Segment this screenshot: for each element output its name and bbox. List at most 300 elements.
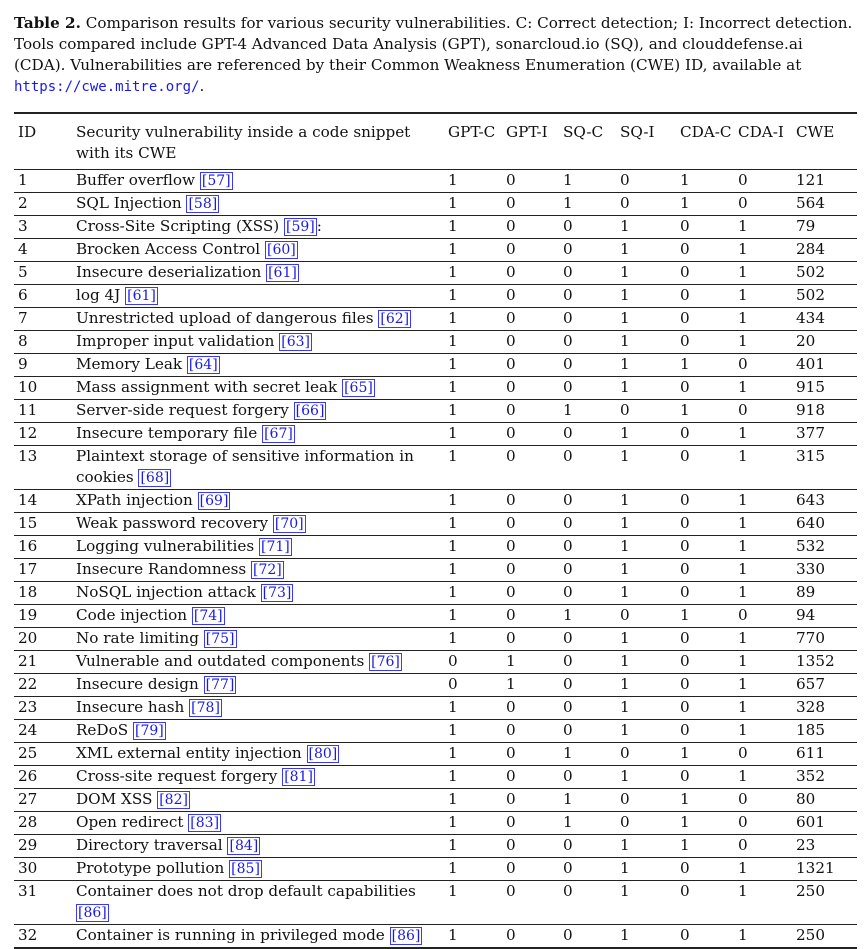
row-id: 10 xyxy=(18,378,38,396)
row-vulnerability xyxy=(74,835,446,858)
cell-gpt-i: 0 xyxy=(506,583,516,601)
cell-sq-i: 1 xyxy=(620,859,630,877)
row-vulnerability xyxy=(74,766,446,789)
cell-sq-c: 0 xyxy=(563,560,573,578)
cell-cwe: 564 xyxy=(796,194,825,212)
cell-cwe: 94 xyxy=(796,606,816,624)
cell-gpt-i: 0 xyxy=(506,537,516,555)
cell-gpt-c: 1 xyxy=(448,790,458,808)
cell-cda-i: 1 xyxy=(738,652,748,670)
cell-cda-c: 0 xyxy=(680,491,690,509)
cell-sq-c: 0 xyxy=(563,926,573,944)
citation-link[interactable]: [57] xyxy=(201,173,231,189)
row-vulnerability xyxy=(74,697,446,720)
header-sq-c: SQ-C xyxy=(563,123,604,141)
cell-sq-c: 1 xyxy=(563,171,573,189)
vulnerability-name: Prototype pollution xyxy=(76,859,225,877)
cell-cwe: 185 xyxy=(796,721,825,739)
cell-gpt-c: 1 xyxy=(448,514,458,532)
cell-sq-c: 0 xyxy=(563,767,573,785)
vulnerability-name: Open redirect xyxy=(76,813,184,831)
cell-cda-i: 0 xyxy=(738,790,748,808)
row-vulnerability xyxy=(74,628,446,651)
table-row xyxy=(14,559,857,582)
table-row xyxy=(14,193,857,216)
row-id: 7 xyxy=(18,309,28,327)
citation-link[interactable]: [86] xyxy=(78,905,107,921)
cell-gpt-i: 0 xyxy=(506,355,516,373)
cell-cwe: 250 xyxy=(796,926,825,944)
vulnerability-name: Insecure temporary file xyxy=(76,424,258,442)
table-caption xyxy=(14,13,854,98)
vulnerability-name: Cross-site request forgery xyxy=(76,767,278,785)
row-vulnerability xyxy=(74,216,446,239)
cell-cda-i: 1 xyxy=(738,309,748,327)
cell-cda-c: 0 xyxy=(680,309,690,327)
cell-cwe: 250 xyxy=(796,882,825,900)
citation-link[interactable]: [65] xyxy=(344,380,373,396)
cell-cda-i: 1 xyxy=(738,882,748,900)
cell-cda-c: 0 xyxy=(680,263,690,281)
cell-gpt-i: 0 xyxy=(506,332,516,350)
cell-gpt-c: 1 xyxy=(448,491,458,509)
cell-cda-i: 1 xyxy=(738,424,748,442)
cell-sq-i: 1 xyxy=(620,378,630,396)
cell-cda-i: 1 xyxy=(738,240,748,258)
row-vulnerability xyxy=(74,446,446,490)
citation-link[interactable]: [83] xyxy=(190,815,220,831)
cell-sq-c: 0 xyxy=(563,859,573,877)
cell-sq-i: 1 xyxy=(620,583,630,601)
cell-cwe: 79 xyxy=(796,217,816,235)
cell-sq-i: 1 xyxy=(620,882,630,900)
cell-gpt-i: 0 xyxy=(506,882,516,900)
row-id: 12 xyxy=(18,424,38,442)
table-row xyxy=(14,377,857,400)
cell-gpt-c: 1 xyxy=(448,355,458,373)
cell-gpt-i: 0 xyxy=(506,698,516,716)
cell-cda-i: 1 xyxy=(738,629,748,647)
cell-cda-i: 1 xyxy=(738,447,748,465)
cell-gpt-c: 1 xyxy=(448,859,458,877)
cell-sq-i: 1 xyxy=(620,652,630,670)
vulnerability-name: Brocken Access Control xyxy=(76,240,261,258)
cell-gpt-i: 0 xyxy=(506,447,516,465)
cell-sq-i: 1 xyxy=(620,491,630,509)
caption-end: . xyxy=(199,77,205,95)
row-vulnerability xyxy=(74,674,446,697)
row-id: 28 xyxy=(18,813,38,831)
cell-gpt-i: 0 xyxy=(506,240,516,258)
row-id: 23 xyxy=(18,698,38,716)
row-vulnerability xyxy=(74,331,446,354)
cell-cda-c: 0 xyxy=(680,514,690,532)
cwe-link[interactable]: https://cwe.mitre.org/ xyxy=(14,79,200,95)
row-vulnerability xyxy=(74,858,446,881)
row-vulnerability xyxy=(74,559,446,582)
row-vulnerability xyxy=(74,400,446,423)
cell-cwe: 611 xyxy=(796,744,825,762)
cell-cwe: 328 xyxy=(796,698,825,716)
cell-gpt-i: 0 xyxy=(506,309,516,327)
cell-cwe: 330 xyxy=(796,560,825,578)
cell-sq-i: 0 xyxy=(620,401,630,419)
cell-sq-c: 0 xyxy=(563,629,573,647)
row-vulnerability xyxy=(74,925,446,949)
row-id: 22 xyxy=(18,675,38,693)
cell-gpt-i: 0 xyxy=(506,721,516,739)
citation-link[interactable]: [71] xyxy=(261,539,290,555)
table-row xyxy=(14,628,857,651)
row-id: 18 xyxy=(18,583,38,601)
vulnerability-name: Container is running in privileged mode xyxy=(76,926,385,944)
table-row xyxy=(14,400,857,423)
row-vulnerability xyxy=(74,605,446,628)
row-vulnerability xyxy=(74,423,446,446)
vulnerability-name: SQL Injection xyxy=(76,194,182,212)
citation-link[interactable]: [60] xyxy=(267,242,296,258)
row-id: 15 xyxy=(18,514,38,532)
cell-sq-i: 1 xyxy=(620,629,630,647)
cell-cda-i: 1 xyxy=(738,514,748,532)
table-row xyxy=(14,743,857,766)
citation-link[interactable]: [86] xyxy=(391,928,421,944)
citation-link[interactable]: [61] xyxy=(127,288,156,304)
cell-cda-c: 0 xyxy=(680,767,690,785)
cell-sq-i: 1 xyxy=(620,355,630,373)
vulnerability-name: Insecure design xyxy=(76,675,199,693)
cell-cda-c: 1 xyxy=(680,813,690,831)
vulnerability-name: Memory Leak xyxy=(76,355,183,373)
cell-gpt-c: 1 xyxy=(448,813,458,831)
cell-gpt-c: 1 xyxy=(448,309,458,327)
row-id: 16 xyxy=(18,537,38,555)
cell-sq-c: 1 xyxy=(563,813,573,831)
cell-gpt-c: 1 xyxy=(448,698,458,716)
table-row xyxy=(14,766,857,789)
cell-gpt-c: 1 xyxy=(448,926,458,944)
cell-gpt-i: 0 xyxy=(506,514,516,532)
row-id: 3 xyxy=(18,217,28,235)
cell-cwe: 643 xyxy=(796,491,825,509)
row-vulnerability xyxy=(74,743,446,766)
table-row xyxy=(14,651,857,674)
table-row xyxy=(14,835,857,858)
row-id: 29 xyxy=(18,836,38,854)
cell-gpt-i: 0 xyxy=(506,836,516,854)
cell-cwe: 915 xyxy=(796,378,825,396)
cell-cwe: 1321 xyxy=(796,859,835,877)
cell-cda-i: 1 xyxy=(738,286,748,304)
table-row xyxy=(14,812,857,835)
cell-cda-i: 1 xyxy=(738,491,748,509)
vulnerability-name: log 4J xyxy=(76,286,121,304)
row-id: 2 xyxy=(18,194,28,212)
cell-cwe: 352 xyxy=(796,767,825,785)
citation-link[interactable]: [58] xyxy=(188,196,218,212)
cell-gpt-c: 1 xyxy=(448,560,458,578)
cell-sq-c: 0 xyxy=(563,240,573,258)
vulnerability-name: Container does not drop default capabilities xyxy=(76,882,416,900)
row-vulnerability xyxy=(74,377,446,400)
table-row xyxy=(14,881,857,925)
cell-sq-i: 0 xyxy=(620,813,630,831)
citation-link[interactable]: [85] xyxy=(231,861,260,877)
cell-cda-c: 0 xyxy=(680,240,690,258)
cell-cda-c: 0 xyxy=(680,378,690,396)
table-row xyxy=(14,354,857,377)
citation-link[interactable]: [64] xyxy=(188,357,218,373)
citation-link[interactable]: [63] xyxy=(281,334,310,350)
vulnerability-name: Plaintext storage of sensitive information in cookies xyxy=(76,447,414,486)
row-vulnerability xyxy=(74,536,446,559)
citation-link[interactable]: [61] xyxy=(268,265,297,281)
cell-gpt-i: 0 xyxy=(506,926,516,944)
cell-cda-c: 1 xyxy=(680,790,690,808)
cell-gpt-i: 0 xyxy=(506,194,516,212)
cell-cda-c: 1 xyxy=(680,194,690,212)
vulnerability-name: Insecure Randomness xyxy=(76,560,247,578)
vulnerability-name: Cross-Site Scripting (XSS) xyxy=(76,217,280,235)
vulnerability-name: Insecure hash xyxy=(76,698,185,716)
row-vulnerability xyxy=(74,308,446,331)
cell-gpt-i: 0 xyxy=(506,813,516,831)
cell-gpt-i: 0 xyxy=(506,171,516,189)
table-row xyxy=(14,674,857,697)
vulnerability-name: NoSQL injection attack xyxy=(76,583,256,601)
cell-cwe: 770 xyxy=(796,629,825,647)
row-vulnerability xyxy=(74,193,446,216)
cell-cda-i: 0 xyxy=(738,171,748,189)
cell-cwe: 918 xyxy=(796,401,825,419)
caption-text: Comparison results for various security vulnerabilities. C: Correct detection; I: Incorrect detection. Tools compared include GPT-4 Advanced Data Analysis (GPT), sonarcloud.io (SQ), and clouddefense.ai (CDA). Vulnerabilities are referenced by their Common Weakness Enumeration (CWE) ID, available at xyxy=(14,14,853,74)
cell-sq-i: 1 xyxy=(620,767,630,785)
cell-sq-c: 0 xyxy=(563,583,573,601)
cell-cwe: 121 xyxy=(796,171,825,189)
table-row xyxy=(14,331,857,354)
cell-gpt-i: 1 xyxy=(506,652,516,670)
cell-sq-c: 0 xyxy=(563,309,573,327)
cell-cda-c: 0 xyxy=(680,217,690,235)
cell-cda-c: 0 xyxy=(680,583,690,601)
cell-gpt-c: 1 xyxy=(448,767,458,785)
cell-cda-c: 1 xyxy=(680,355,690,373)
cell-gpt-i: 0 xyxy=(506,629,516,647)
cell-sq-i: 0 xyxy=(620,194,630,212)
citation-link[interactable]: [66] xyxy=(295,403,325,419)
row-id: 14 xyxy=(18,491,38,509)
row-vulnerability xyxy=(74,354,446,377)
citation-link[interactable]: [80] xyxy=(308,746,338,762)
row-vulnerability xyxy=(74,651,446,674)
vulnerability-name: Vulnerable and outdated components xyxy=(76,652,365,670)
cell-gpt-i: 0 xyxy=(506,606,516,624)
row-id: 5 xyxy=(18,263,28,281)
cell-sq-c: 0 xyxy=(563,424,573,442)
cell-cda-c: 0 xyxy=(680,859,690,877)
cell-cda-i: 1 xyxy=(738,263,748,281)
cell-sq-c: 0 xyxy=(563,836,573,854)
cell-cda-c: 0 xyxy=(680,332,690,350)
cell-gpt-i: 0 xyxy=(506,217,516,235)
cell-cda-i: 0 xyxy=(738,744,748,762)
header-vulnerability: Security vulnerability inside a code snippet with its CWE xyxy=(76,123,411,162)
cell-gpt-c: 1 xyxy=(448,583,458,601)
citation-link[interactable]: [69] xyxy=(199,493,229,509)
row-id: 32 xyxy=(18,926,38,944)
row-vulnerability xyxy=(74,582,446,605)
table-row xyxy=(14,170,857,193)
cell-cda-i: 1 xyxy=(738,560,748,578)
cell-cda-c: 1 xyxy=(680,401,690,419)
row-vulnerability xyxy=(74,170,446,193)
table-row xyxy=(14,216,857,239)
row-id: 9 xyxy=(18,355,28,373)
cell-cda-c: 1 xyxy=(680,836,690,854)
table-row xyxy=(14,239,857,262)
cell-cda-c: 0 xyxy=(680,629,690,647)
row-vulnerability xyxy=(74,490,446,513)
row-id: 20 xyxy=(18,629,38,647)
cell-cwe: 532 xyxy=(796,537,825,555)
cell-gpt-c: 1 xyxy=(448,537,458,555)
table-row xyxy=(14,605,857,628)
citation-link[interactable]: [74] xyxy=(193,608,223,624)
cell-sq-c: 0 xyxy=(563,217,573,235)
header-gpt-i: GPT-I xyxy=(506,123,548,141)
cell-cda-c: 0 xyxy=(680,675,690,693)
cell-gpt-c: 0 xyxy=(448,675,458,693)
citation-link[interactable]: [59] xyxy=(286,219,315,235)
cell-sq-i: 1 xyxy=(620,698,630,716)
row-vulnerability xyxy=(74,720,446,743)
cell-gpt-i: 0 xyxy=(506,401,516,419)
cell-cda-c: 1 xyxy=(680,171,690,189)
header-cda-c: CDA-C xyxy=(680,123,732,141)
table-row xyxy=(14,446,857,490)
cell-cda-c: 0 xyxy=(680,926,690,944)
citation-link[interactable]: [76] xyxy=(371,654,400,670)
cell-cwe: 315 xyxy=(796,447,825,465)
row-id: 11 xyxy=(18,401,38,419)
row-vulnerability xyxy=(74,789,446,812)
cell-cda-i: 1 xyxy=(738,859,748,877)
cell-gpt-i: 0 xyxy=(506,744,516,762)
header-gpt-c: GPT-C xyxy=(448,123,496,141)
citation-link[interactable]: [70] xyxy=(274,516,304,532)
table-row xyxy=(14,308,857,331)
cell-cda-i: 1 xyxy=(738,583,748,601)
row-id: 13 xyxy=(18,447,38,465)
cell-cda-c: 0 xyxy=(680,537,690,555)
cell-cwe: 377 xyxy=(796,424,825,442)
cell-cwe: 502 xyxy=(796,263,825,281)
table-row xyxy=(14,720,857,743)
cell-sq-i: 1 xyxy=(620,926,630,944)
cell-gpt-c: 1 xyxy=(448,836,458,854)
cell-sq-c: 0 xyxy=(563,332,573,350)
row-id: 4 xyxy=(18,240,28,258)
row-vulnerability xyxy=(74,513,446,536)
cell-gpt-c: 1 xyxy=(448,194,458,212)
cell-sq-i: 1 xyxy=(620,560,630,578)
citation-link[interactable]: [78] xyxy=(191,700,220,716)
row-id: 24 xyxy=(18,721,38,739)
cell-gpt-i: 0 xyxy=(506,286,516,304)
cell-sq-c: 1 xyxy=(563,606,573,624)
cell-cda-i: 1 xyxy=(738,332,748,350)
citation-link[interactable]: [82] xyxy=(159,792,188,808)
cell-gpt-i: 0 xyxy=(506,491,516,509)
cell-gpt-c: 1 xyxy=(448,629,458,647)
cell-sq-i: 1 xyxy=(620,424,630,442)
cell-sq-c: 0 xyxy=(563,378,573,396)
citation-link[interactable]: [62] xyxy=(380,311,410,327)
citation-link[interactable]: [73] xyxy=(262,585,292,601)
cell-sq-i: 1 xyxy=(620,332,630,350)
cell-gpt-c: 1 xyxy=(448,882,458,900)
cell-sq-c: 0 xyxy=(563,447,573,465)
cell-sq-i: 1 xyxy=(620,240,630,258)
cell-sq-c: 0 xyxy=(563,263,573,281)
cell-sq-i: 1 xyxy=(620,721,630,739)
row-id: 27 xyxy=(18,790,38,808)
row-id: 30 xyxy=(18,859,38,877)
cell-cda-i: 1 xyxy=(738,767,748,785)
cell-gpt-c: 1 xyxy=(448,721,458,739)
cell-sq-i: 0 xyxy=(620,744,630,762)
row-vulnerability xyxy=(74,239,446,262)
cell-cda-c: 0 xyxy=(680,286,690,304)
cell-gpt-c: 1 xyxy=(448,332,458,350)
vulnerability-name: DOM XSS xyxy=(76,790,153,808)
results-table xyxy=(14,112,857,949)
row-vulnerability xyxy=(74,881,446,925)
cell-gpt-c: 1 xyxy=(448,424,458,442)
header-cda-i: CDA-I xyxy=(738,123,784,141)
cell-sq-c: 0 xyxy=(563,652,573,670)
cell-cda-i: 1 xyxy=(738,675,748,693)
citation-link[interactable]: [67] xyxy=(264,426,293,442)
cell-sq-c: 0 xyxy=(563,721,573,739)
citation-link[interactable]: [84] xyxy=(229,838,259,854)
cell-sq-c: 0 xyxy=(563,698,573,716)
citation-link[interactable]: [77] xyxy=(205,677,235,693)
cell-cda-i: 1 xyxy=(738,217,748,235)
caption-label: Table 2. xyxy=(14,14,81,32)
cell-gpt-c: 1 xyxy=(448,606,458,624)
table-row xyxy=(14,582,857,605)
vulnerability-name: Insecure deserialization xyxy=(76,263,262,281)
table-row xyxy=(14,285,857,308)
row-id: 1 xyxy=(18,171,28,189)
cell-cda-i: 0 xyxy=(738,194,748,212)
citation-link[interactable]: [79] xyxy=(134,723,164,739)
citation-link[interactable]: [81] xyxy=(284,769,313,785)
vulnerability-name: Server-side request forgery xyxy=(76,401,289,419)
cell-gpt-c: 1 xyxy=(448,171,458,189)
vulnerability-name: Mass assignment with secret leak xyxy=(76,378,338,396)
cell-cda-i: 0 xyxy=(738,836,748,854)
table-row xyxy=(14,697,857,720)
cell-sq-c: 0 xyxy=(563,882,573,900)
citation-link[interactable]: [75] xyxy=(205,631,235,647)
citation-link[interactable]: [68] xyxy=(140,470,170,486)
citation-link[interactable]: [72] xyxy=(253,562,282,578)
vulnerability-name: Directory traversal xyxy=(76,836,223,854)
header-cwe: CWE xyxy=(796,123,835,141)
cell-gpt-c: 1 xyxy=(448,217,458,235)
